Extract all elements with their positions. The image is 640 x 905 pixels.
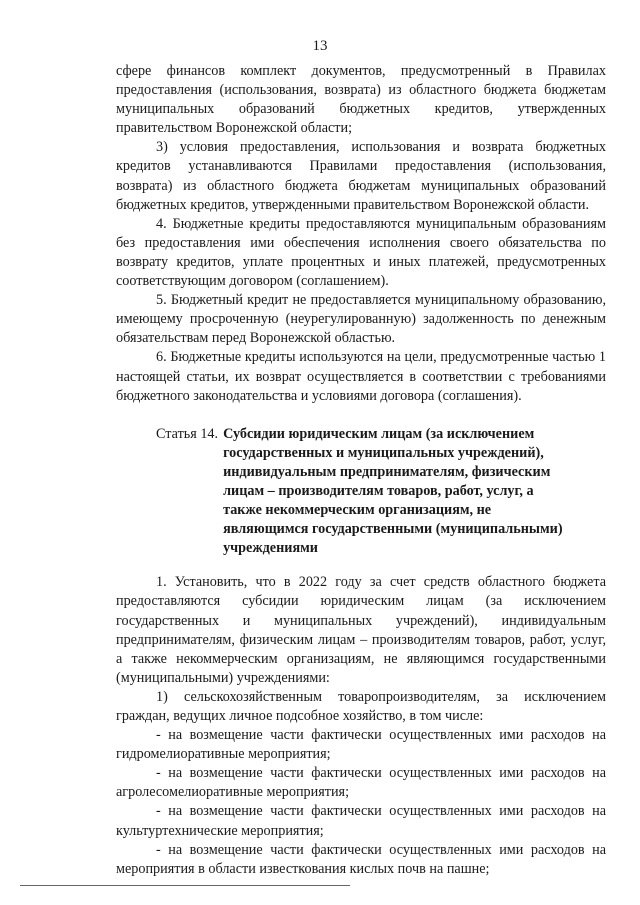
paragraph: 1. Установить, что в 2022 году за счет средств областного бюджета предоставляются субсидии юридическим лицам (за исключением государственных и муниципальных учреждений), индивидуальным предпринимателям, физическим лицам – производителям товаров, работ, услуг, а также некоммерческим организациям, не являющимся государственными (муниципальными) учреждениями: [116,574,606,686]
footer-divider [20,885,350,886]
paragraph: 1) сельскохозяйственным товаропроизводителям, за исключением граждан, ведущих личное подсобное хозяйство, в том числе: [116,688,606,724]
paragraph: 6. Бюджетные кредиты используются на цели, предусмотренные частью 1 настоящей статьи, их возврат осуществляется в соответствии с требованиями бюджетного законодательства и условиями договора (соглашения). [116,349,606,404]
paragraph: 5. Бюджетный кредит не предоставляется муниципальному образованию, имеющему просроченную (неурегулированную) задолженность по денежным обязательствам перед Воронежской областью. [116,292,606,347]
paragraph: сфере финансов комплект документов, предусмотренный в Правилах предоставления (использования, возврата) из областного бюджета бюджетам муниципальных образований бюджетных кредитов, утвержденных правительством Воронежской области; [116,63,606,137]
list-item: - на возмещение части фактически осуществленных ими расходов на агролесомелиоративные мероприятия; [116,765,606,801]
paragraph: 4. Бюджетные кредиты предоставляются муниципальным образованиям без предоставления ими обеспечения исполнения своего обязательства по возврату кредитов, уплате процентных и иных платежей, предусмотренных соответствующим договором (соглашением). [116,215,606,290]
article-heading [156,425,606,559]
list-item: - на возмещение части фактически осуществленных ими расходов на мероприятия в области известкования кислых почв на пашне; [116,841,606,877]
document-body [116,62,606,879]
paragraph: 3) условия предоставления, использования и возврата бюджетных кредитов устанавливаются Правилами предоставления (использования, возврата) из областного бюджета бюджетам муниципальных образований бюджетных кредитов, утвержденными правительством Воронежской области. [116,139,606,213]
article-title: Субсидии юридическим лицам (за исключением государственных и муниципальных учреждений), индивидуальным предпринимателям, физическим лицам – производителям товаров, работ, услуг, а также некоммерческим организациям, не являющимся государственными (муниципальными) учреждениями [223,425,563,557]
page-number: 13 [312,38,328,54]
list-item: - на возмещение части фактически осуществленных ими расходов на культуртехнические мероприятия; [116,803,606,839]
article-label: Статья 14. [156,425,219,442]
list-item: - на возмещение части фактически осуществленных ими расходов на гидромелиоративные мероприятия; [116,727,606,763]
